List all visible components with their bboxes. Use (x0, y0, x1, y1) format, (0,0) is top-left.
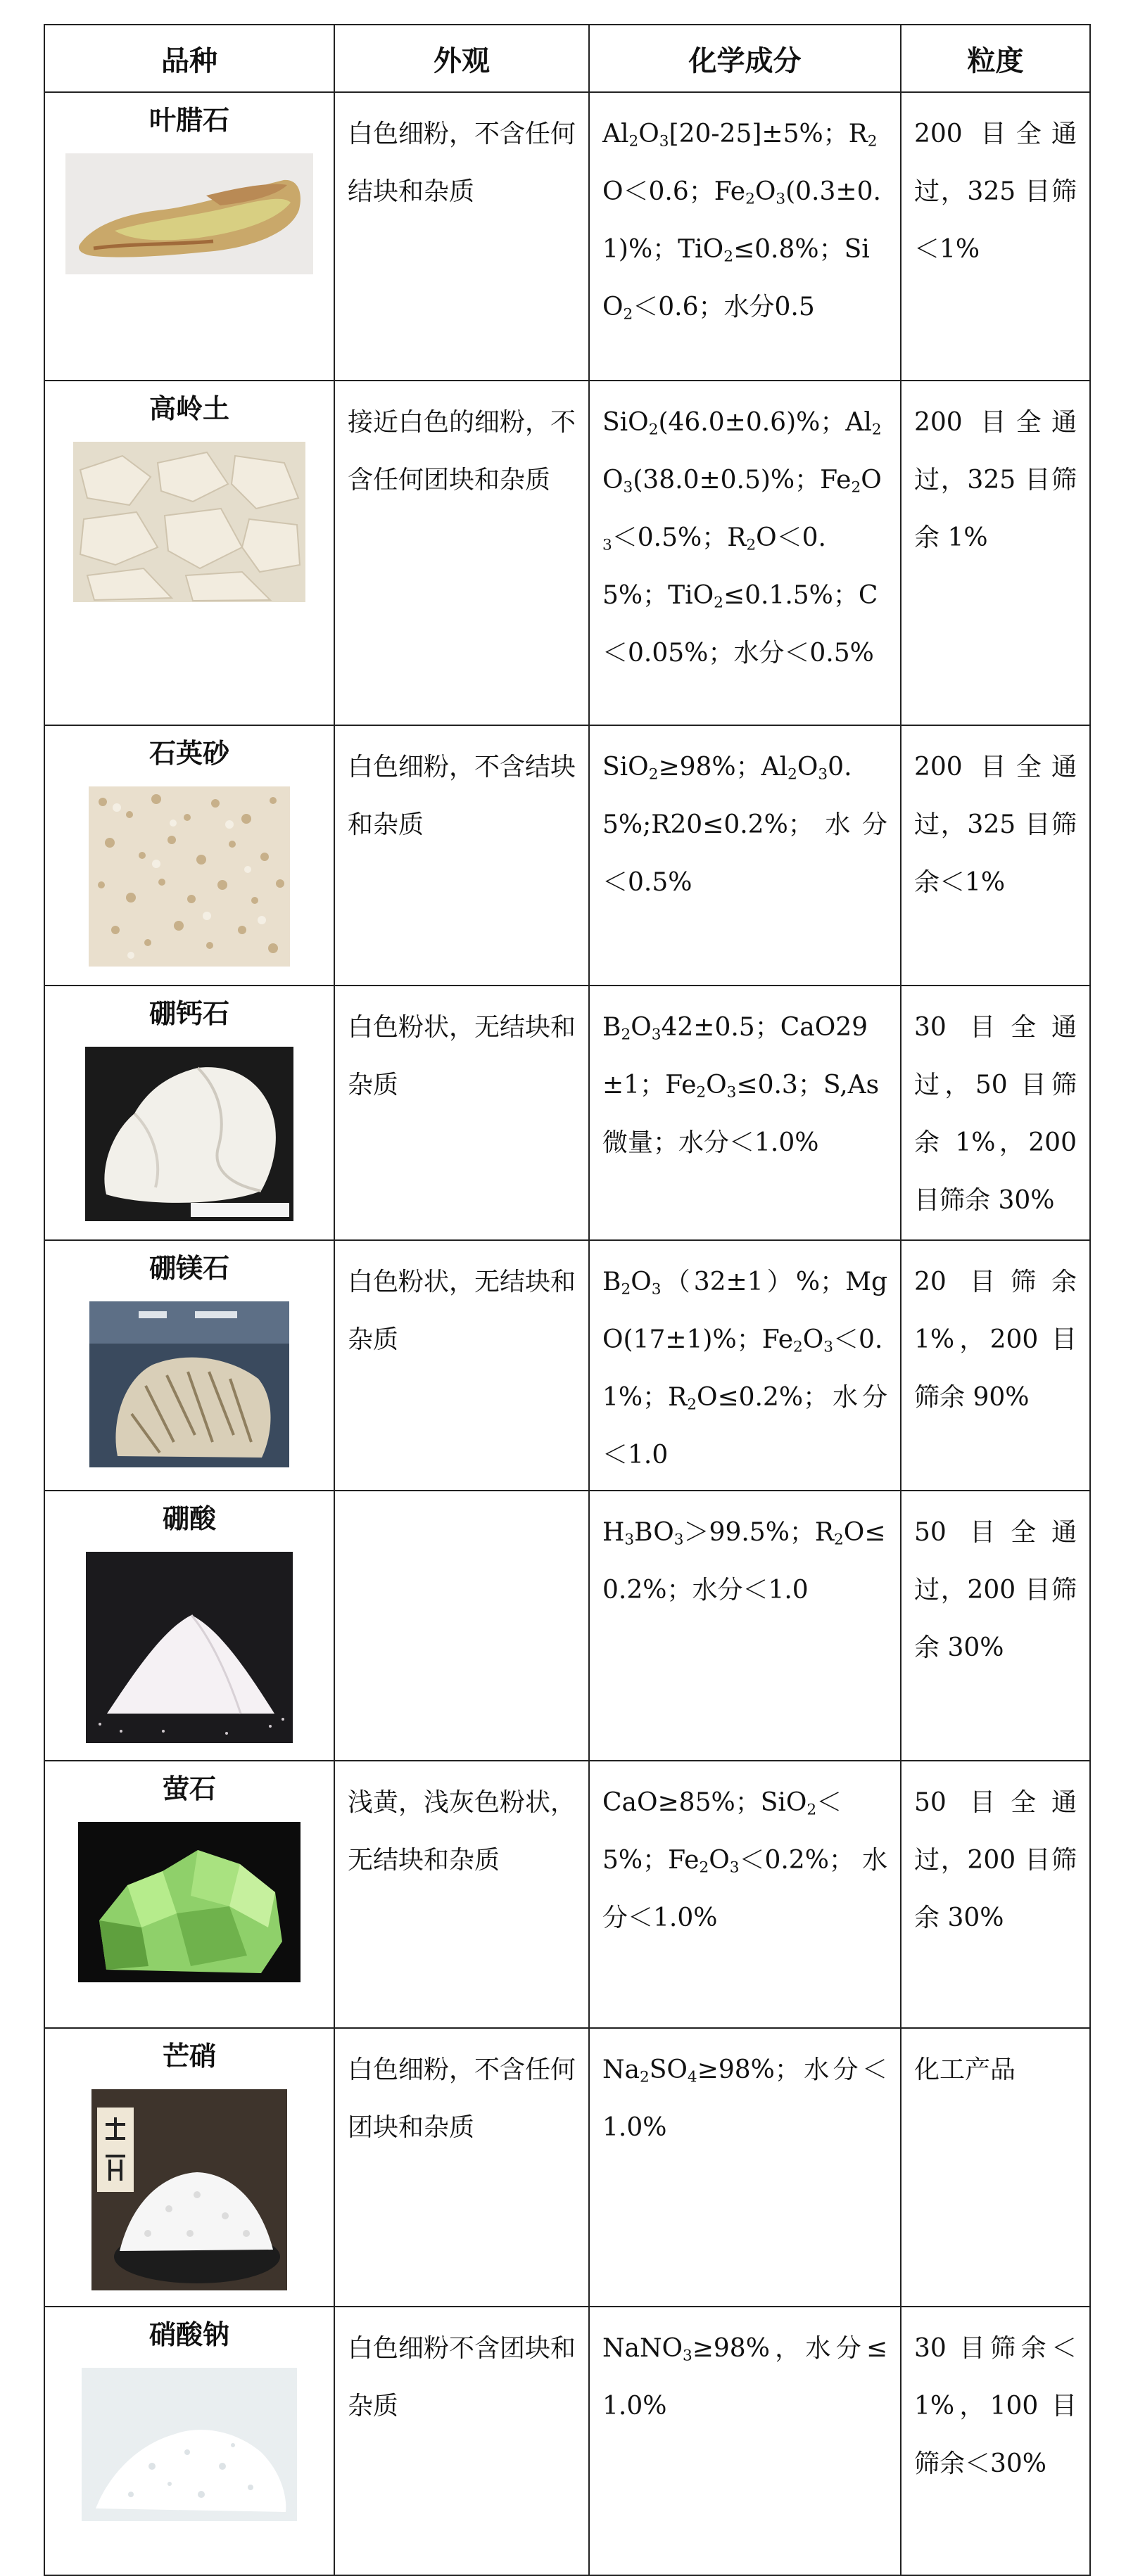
fineness-cell: 200 目全通过，325 目筛余 1% (901, 381, 1090, 725)
fineness-cell: 50 目全通过，200 目筛余 30% (901, 1761, 1090, 2028)
material-name: 高岭土 (148, 393, 229, 424)
composition-cell: $B_2O_3(32\pm 1)\%$；MgO(17±1)%；$Fe_2O_3<0.1\%$；$R_2O\le 0.2\%$；水分＜1.0 (589, 1240, 901, 1491)
material-name: 硼镁石 (148, 1253, 229, 1284)
table-row (44, 2028, 1090, 2307)
composition-cell: SiO$_2$≥98%；$Al_2O_30.5\%;R20\le 0.2\%$；水分＜0.5% (589, 725, 901, 986)
materials-spec-table (44, 24, 1091, 2576)
fineness-cell: 化工产品 (901, 2028, 1090, 2307)
header-composition: 化学成分 (589, 25, 901, 92)
colemanite-photo (85, 1047, 293, 1221)
composition-cell: $H_3BO_3>99.5\%$；$R_2O\le 0.2\%$；水分＜1.0 (589, 1491, 901, 1761)
appearance-cell: 浅黄，浅灰色粉状，无结块和杂质 (334, 1761, 589, 2028)
header-appearance: 外观 (334, 25, 589, 92)
fineness-cell: 30 目全通过，50 目筛余 1%，200 目筛余 30% (901, 986, 1090, 1240)
material-name: 萤石 (162, 1773, 216, 1804)
composition-cell: SiO$_2$(46.0±0.6)%；$Al_2O_3(38.0\pm 0.5)\%$；$Fe_2O_3<0.5\%$；$R_2O<0.5\%$；TiO$_2$≤0.1.5%；C＜0.05%；水分＜0.5% (589, 381, 901, 725)
header-variety: 品种 (44, 25, 334, 92)
composition-cell: $Na_2SO_4\ge 98\%$；水分＜1.0% (589, 2028, 901, 2307)
kaolin-photo (73, 442, 305, 602)
table-row (44, 725, 1090, 986)
appearance-cell: 白色粉状，无结块和杂质 (334, 1240, 589, 1491)
fineness-cell: 200 目全通过，325 目筛＜1% (901, 92, 1090, 381)
appearance-cell: 接近白色的细粉，不含任何团块和杂质 (334, 381, 589, 725)
table-row (44, 1240, 1090, 1491)
fineness-cell: 200 目全通过，325 目筛余＜1% (901, 725, 1090, 986)
table-row (44, 2307, 1090, 2575)
mirabilite-photo (91, 2089, 287, 2290)
quartz-sand-photo (89, 786, 290, 967)
material-name: 硼酸 (162, 1503, 216, 1534)
table-row (44, 381, 1090, 725)
composition-cell: CaO≥85%；SiO$_2$＜5%；$Fe_2O_3<0.2\%$；水分＜1.0% (589, 1761, 901, 2028)
fineness-cell: 20 目筛余 1%，200 目筛余 90% (901, 1240, 1090, 1491)
boric-acid-photo (86, 1552, 293, 1743)
szaibelyite-photo (89, 1301, 289, 1467)
appearance-cell: 白色粉状，无结块和杂质 (334, 986, 589, 1240)
material-name: 叶腊石 (148, 105, 229, 136)
composition-cell: NaNO$_3$≥98%，水分≤1.0% (589, 2307, 901, 2575)
appearance-cell (334, 1491, 589, 1761)
composition-cell: $B_2O_342\pm 0.5$；CaO29±1；$Fe_2O_3\le 0.3$；S,As微量；水分＜1.0% (589, 986, 901, 1240)
appearance-cell: 白色细粉，不含任何结块和杂质 (334, 92, 589, 381)
table-header-row (44, 25, 1090, 92)
fineness-cell: 30 目筛余＜1%，100 目筛余＜30% (901, 2307, 1090, 2575)
appearance-cell: 白色细粉，不含任何团块和杂质 (334, 2028, 589, 2307)
material-name: 硝酸钠 (148, 2319, 229, 2350)
composition-cell: $Al_2O_3[20-25]\pm 5\%$；$R_2O<0.6$；$Fe_2O_3(0.3\pm 0.1)\%$；TiO$_2$≤0.8%；SiO$_2$＜0.6；水分0.5 (589, 92, 901, 381)
header-fineness: 粒度 (901, 25, 1090, 92)
appearance-cell: 白色细粉，不含结块和杂质 (334, 725, 589, 986)
material-name: 芒硝 (162, 2041, 216, 2072)
table-row (44, 1491, 1090, 1761)
material-name: 硼钙石 (148, 998, 229, 1029)
sodium-nitrate-photo (82, 2368, 297, 2521)
material-name: 石英砂 (148, 738, 229, 769)
pyrophyllite-photo (65, 153, 313, 274)
table-row (44, 92, 1090, 381)
table-row (44, 1761, 1090, 2028)
table-row (44, 986, 1090, 1240)
fineness-cell: 50 目全通过，200 目筛余 30% (901, 1491, 1090, 1761)
appearance-cell: 白色细粉不含团块和杂质 (334, 2307, 589, 2575)
fluorite-photo (78, 1822, 301, 1982)
